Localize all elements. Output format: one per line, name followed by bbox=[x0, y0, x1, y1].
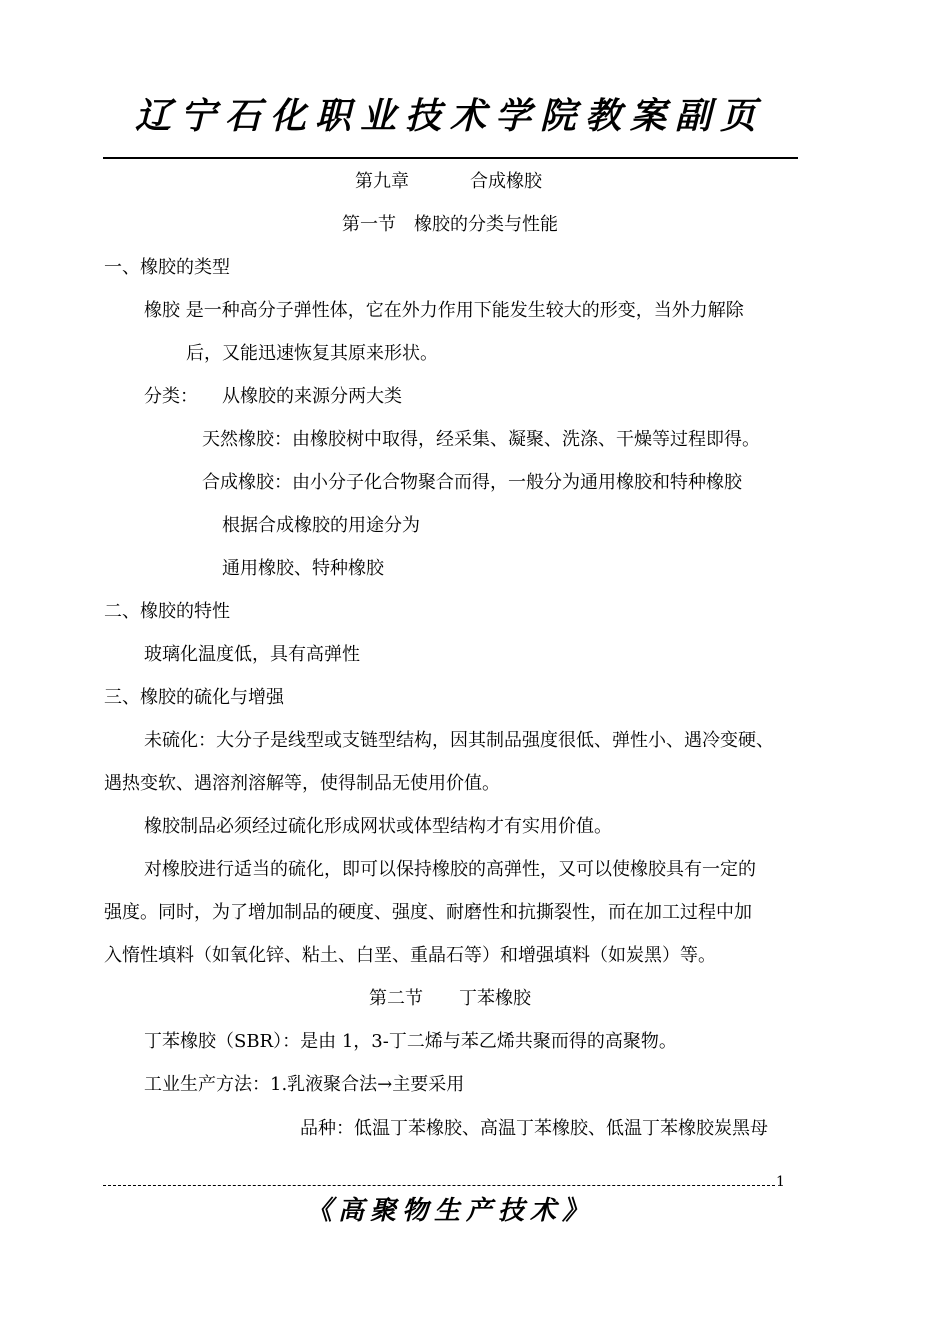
part2-text: 玻璃化温度低，具有高弹性 bbox=[144, 644, 360, 665]
header-divider bbox=[103, 157, 798, 159]
page-number: 1 bbox=[776, 1174, 785, 1190]
section2-heading: 第二节 丁苯橡胶 bbox=[369, 988, 531, 1009]
sbr-varieties: 品种：低温丁苯橡胶、高温丁苯橡胶、低温丁苯橡胶炭黑母 bbox=[300, 1118, 768, 1139]
vulcanization-para-line2: 强度。同时，为了增加制品的硬度、强度、耐磨性和抗撕裂性，而在加工过程中加 bbox=[104, 902, 752, 923]
by-use-line: 根据合成橡胶的用途分为 bbox=[222, 515, 420, 536]
chapter-title: 合成橡胶 bbox=[470, 171, 542, 192]
production-method: 工业生产方法：1.乳液聚合法→主要采用 bbox=[144, 1074, 465, 1095]
chapter-number: 第九章 bbox=[355, 171, 409, 192]
footer-course-title: 《高聚物生产技术》 bbox=[305, 1196, 594, 1226]
section1-heading: 第一节 橡胶的分类与性能 bbox=[342, 214, 558, 235]
natural-rubber-line: 天然橡胶：由橡胶树中取得，经采集、凝聚、洗涤、干燥等过程即得。 bbox=[202, 429, 760, 450]
sbr-definition: 丁苯橡胶（SBR）：是由 1，3-丁二烯与苯乙烯共聚而得的高聚物。 bbox=[144, 1031, 677, 1052]
classification-label: 分类： bbox=[144, 386, 198, 407]
definition-line2: 后，又能迅速恢复其原来形状。 bbox=[186, 343, 438, 364]
page-header-title: 辽宁石化职业技术学院教案副页 bbox=[134, 96, 765, 137]
unvulcanized-line1: 未硫化：大分子是线型或支链型结构，因其制品强度很低、弹性小、遇冷变硬、 bbox=[144, 730, 774, 751]
part2-heading: 二、橡胶的特性 bbox=[104, 601, 230, 622]
part1-heading: 一、橡胶的类型 bbox=[104, 257, 230, 278]
classification-text: 从橡胶的来源分两大类 bbox=[222, 386, 402, 407]
vulcanization-para-line1: 对橡胶进行适当的硫化，即可以保持橡胶的高弹性，又可以使橡胶具有一定的 bbox=[144, 859, 756, 880]
footer-dashed-divider bbox=[103, 1185, 775, 1186]
vulcanization-para-line3: 入惰性填料（如氧化锌、粘土、白垩、重晶石等）和增强填料（如炭黑）等。 bbox=[104, 945, 716, 966]
part3-heading: 三、橡胶的硫化与增强 bbox=[104, 687, 284, 708]
rubber-types-line: 通用橡胶、特种橡胶 bbox=[222, 558, 384, 579]
unvulcanized-line2: 遇热变软、遇溶剂溶解等，使得制品无使用价值。 bbox=[104, 773, 500, 794]
must-vulcanize-line: 橡胶制品必须经过硫化形成网状或体型结构才有实用价值。 bbox=[144, 816, 612, 837]
definition-line1: 橡胶 是一种高分子弹性体，它在外力作用下能发生较大的形变，当外力解除 bbox=[144, 300, 744, 321]
synthetic-rubber-line: 合成橡胶：由小分子化合物聚合而得，一般分为通用橡胶和特种橡胶 bbox=[202, 472, 742, 493]
